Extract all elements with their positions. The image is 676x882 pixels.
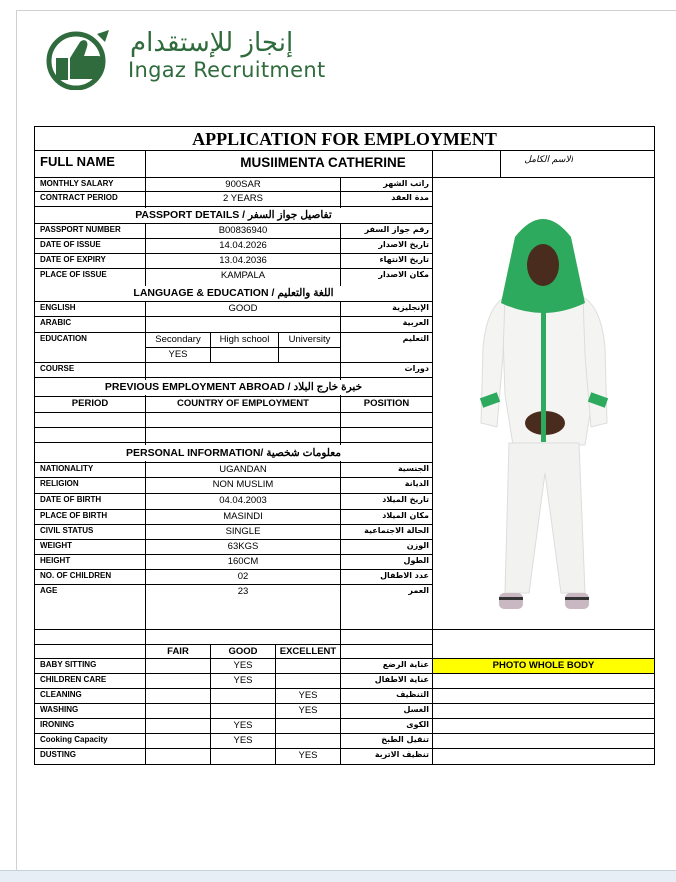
employment-period-header: PERIOD <box>35 398 145 411</box>
date-of-birth-label: DATE OF BIRTH <box>40 495 102 504</box>
contract-period-label: CONTRACT PERIOD <box>40 193 118 202</box>
education-university-mark <box>279 348 340 362</box>
age-arabic: العمر <box>408 586 429 595</box>
age-label: AGE <box>40 586 58 595</box>
skill-mark <box>146 659 210 673</box>
monthly-salary-arabic: راتب الشهر <box>383 179 429 188</box>
employment-section-heading: PREVIOUS EMPLOYMENT ABROAD / خبرة خارج البلاد <box>35 380 432 395</box>
date-of-expiry-value: 13.04.2036 <box>219 255 267 266</box>
date-of-issue-arabic: تاريخ الاصدار <box>378 240 429 249</box>
skill-mark <box>276 674 340 688</box>
children-count-arabic: عدد الاطفال <box>380 571 429 580</box>
education-secondary: Secondary <box>155 334 201 345</box>
weight-arabic: الوزن <box>406 541 429 550</box>
arabic-label: ARABIC <box>40 318 72 327</box>
person-photo-icon <box>433 127 654 629</box>
date-of-birth-arabic: تاريخ الميلاد <box>382 495 429 504</box>
english-value: GOOD <box>228 303 258 314</box>
height-label: HEIGHT <box>40 556 71 565</box>
skill-row-arabic: عناية الرضع <box>382 660 429 669</box>
education-high-school: High school <box>219 334 270 345</box>
contract-period-value: 2 YEARS <box>223 193 263 204</box>
skill-row-arabic: تنقيل الطبخ <box>381 735 429 744</box>
skill-row-arabic: الغسل <box>403 705 429 714</box>
arabic-value <box>146 317 340 331</box>
skill-mark: YES <box>233 735 253 746</box>
place-of-birth-value: MASINDI <box>223 511 263 522</box>
skill-mark <box>211 704 275 718</box>
skill-row-label: WASHING <box>40 705 79 714</box>
weight-label: WEIGHT <box>40 541 72 550</box>
date-of-issue-label: DATE OF ISSUE <box>40 240 101 249</box>
employment-country-header: COUNTRY OF EMPLOYMENT <box>177 398 309 409</box>
skill-row-label: BABY SITTING <box>40 660 97 669</box>
date-of-expiry-arabic: تاريخ الانتهاء <box>379 255 429 264</box>
language-section-heading: LANGUAGE & EDUCATION / اللغة والتعليم <box>35 286 432 301</box>
taskbar <box>0 870 676 882</box>
skill-mark <box>146 674 210 688</box>
application-form <box>34 126 655 765</box>
skill-mark: YES <box>298 705 318 716</box>
religion-arabic: الديانة <box>404 479 429 488</box>
monthly-salary-value: 900SAR <box>225 179 261 190</box>
skill-mark <box>211 749 275 763</box>
skill-mark <box>146 704 210 718</box>
date-of-birth-value: 04.04.2003 <box>219 495 267 506</box>
skill-mark: YES <box>298 750 318 761</box>
nationality-arabic: الجنسية <box>397 464 429 473</box>
skill-row-arabic: تنظيف الاتربة <box>374 750 429 759</box>
candidate-photo <box>433 127 654 629</box>
date-of-issue-value: 14.04.2026 <box>219 240 267 251</box>
skill-mark <box>276 659 340 673</box>
skill-mark <box>146 734 210 748</box>
passport-section-heading: PASSPORT DETAILS / تفاصيل جواز السفر <box>35 208 432 223</box>
age-value: 23 <box>237 586 249 597</box>
employment-position-header: POSITION <box>363 398 410 409</box>
thumbs-up-logo-icon <box>44 28 114 90</box>
full-name-value: MUSIIMENTA CATHERINE <box>240 155 406 170</box>
nationality-label: NATIONALITY <box>40 464 94 473</box>
skill-mark <box>276 734 340 748</box>
education-high-school-mark <box>211 348 278 362</box>
course-arabic: دورات <box>404 364 429 373</box>
nationality-value: UGANDAN <box>219 464 267 475</box>
skill-good-header: GOOD <box>228 646 258 657</box>
place-of-issue-label: PLACE OF ISSUE <box>40 270 107 279</box>
skill-row-label: DUSTING <box>40 750 76 759</box>
skill-row-arabic: التنظيف <box>396 690 429 699</box>
religion-value: NON MUSLIM <box>212 479 274 490</box>
monthly-salary-label: MONTHLY SALARY <box>40 179 114 188</box>
form-title: APPLICATION FOR EMPLOYMENT <box>192 129 497 149</box>
skill-mark <box>146 749 210 763</box>
place-of-issue-arabic: مكان الاصدار <box>378 270 429 279</box>
full-name-label: FULL NAME <box>40 154 115 169</box>
skill-row-label: CHILDREN CARE <box>40 675 107 684</box>
skill-row-arabic: الكوى <box>406 720 429 729</box>
place-of-birth-arabic: مكان الميلاد <box>382 511 429 520</box>
english-label: ENGLISH <box>40 303 76 312</box>
skill-row-arabic: عناية الاطفال <box>374 675 429 684</box>
arabic-arabic: العربية <box>402 318 429 327</box>
civil-status-arabic: الحالة الاجتماعية <box>364 526 429 535</box>
skill-fair-header: FAIR <box>167 646 189 657</box>
date-of-expiry-label: DATE OF EXPIRY <box>40 255 106 264</box>
course-label: COURSE <box>40 364 75 373</box>
passport-number-label: PASSPORT NUMBER <box>40 225 121 234</box>
height-value: 160CM <box>227 556 259 567</box>
place-of-issue-value: KAMPALA <box>220 270 266 281</box>
education-secondary-mark: YES <box>168 349 188 360</box>
education-university: University <box>288 334 331 345</box>
skill-mark: YES <box>233 720 253 731</box>
skill-mark: YES <box>233 675 253 686</box>
civil-status-value: SINGLE <box>225 526 261 537</box>
skill-row-label: Cooking Capacity <box>40 735 108 744</box>
skill-row-label: CLEANING <box>40 690 82 699</box>
weight-value: 63KGS <box>227 541 259 552</box>
civil-status-label: CIVIL STATUS <box>40 526 94 535</box>
logo-arabic-text: إنجاز للإستقدام <box>130 28 294 58</box>
passport-number-value: B00836940 <box>218 225 268 236</box>
skill-row-label: IRONING <box>40 720 75 729</box>
passport-number-arabic: رقم جواز السفر <box>364 225 429 234</box>
logo-english-text: Ingaz Recruitment <box>128 58 326 82</box>
skill-mark <box>276 719 340 733</box>
english-arabic: الإنجليزية <box>392 303 429 312</box>
education-arabic: التعليم <box>402 334 429 343</box>
company-logo <box>44 28 354 88</box>
contract-period-arabic: مدة العقد <box>391 193 429 202</box>
skill-mark <box>146 689 210 703</box>
height-arabic: الطول <box>403 556 429 565</box>
religion-label: RELIGION <box>40 479 79 488</box>
full-name-arabic: الاسم الكامل <box>524 155 573 165</box>
personal-section-heading: PERSONAL INFORMATION/ معلومات شخصية <box>35 445 432 461</box>
children-count-label: NO. OF CHILDREN <box>40 571 112 580</box>
education-label: EDUCATION <box>40 334 87 343</box>
place-of-birth-label: PLACE OF BIRTH <box>40 511 108 520</box>
skill-mark: YES <box>233 660 253 671</box>
skill-mark <box>211 689 275 703</box>
skill-excellent-header: EXCELLENT <box>279 646 337 657</box>
skill-mark: YES <box>298 690 318 701</box>
skill-mark <box>146 719 210 733</box>
photo-whole-body-label: PHOTO WHOLE BODY <box>433 659 654 673</box>
children-count-value: 02 <box>237 571 249 582</box>
